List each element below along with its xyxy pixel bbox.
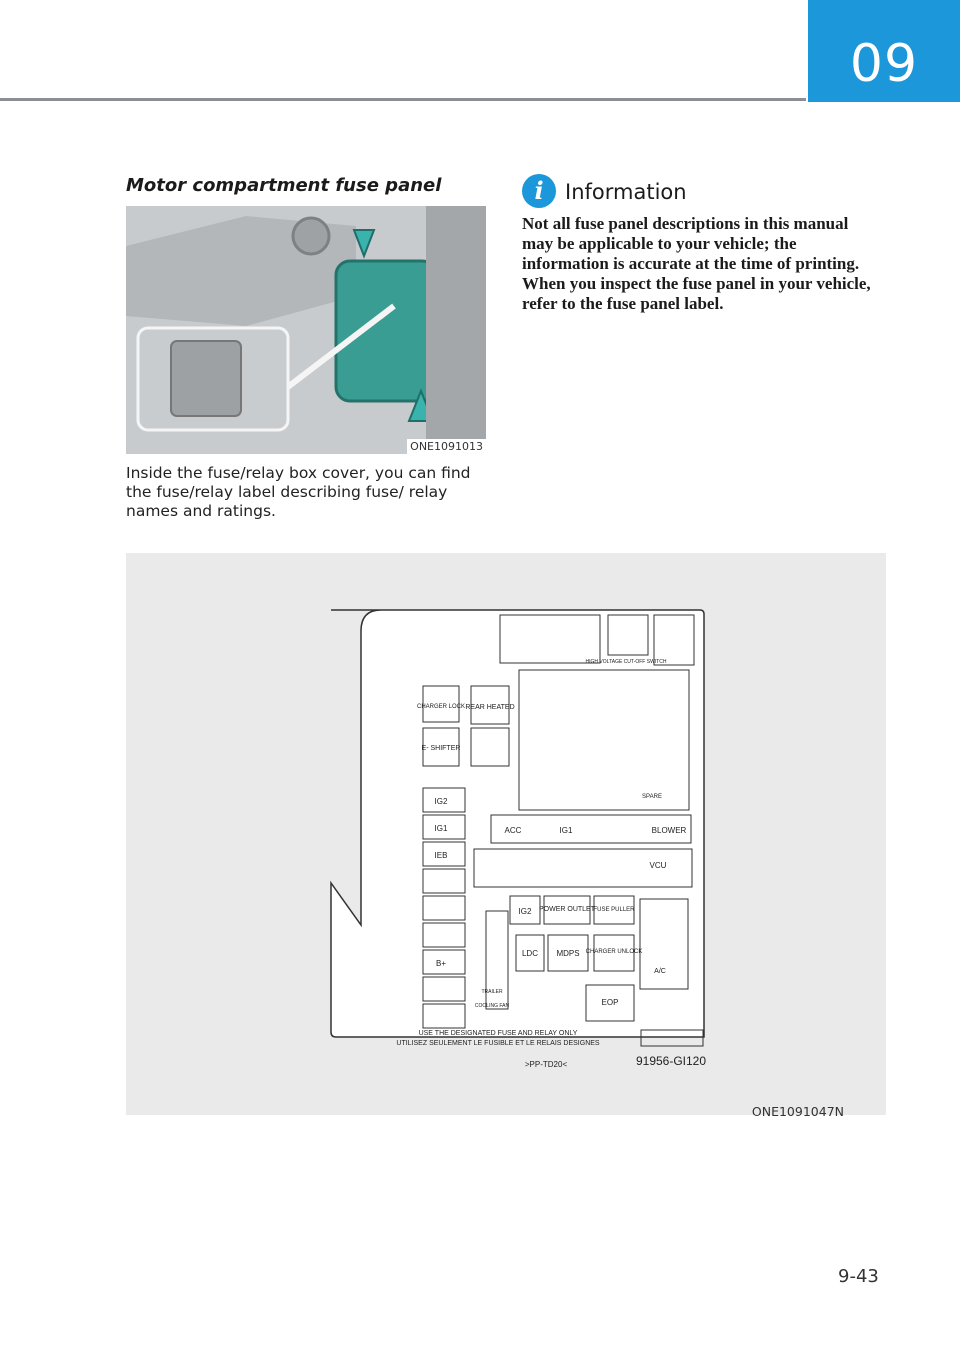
eop-label: EOP — [601, 998, 619, 1007]
photo-code: ONE1091013 — [407, 439, 486, 454]
charger-lock-label: CHARGER LOCK — [416, 704, 466, 710]
rear-heated-label: REAR HEATED — [465, 704, 515, 711]
spare-label: SPARE — [642, 794, 662, 800]
part-number: 91956-GI120 — [635, 1054, 707, 1068]
ig1-fuse-label: IG1 — [434, 824, 448, 833]
b-plus-fuse-label: B+ — [435, 959, 447, 968]
notice-english: USE THE DESIGNATED FUSE AND RELAY ONLY — [418, 1030, 578, 1037]
ig2-relay-label: IG2 — [518, 907, 532, 916]
info-text: Not all fuse panel descriptions in this manual may be applicable to your vehicle; the information is accurate at the time of printing. When you inspect the fuse panel in your vehicle, refer to the fuse panel label. — [522, 214, 871, 313]
charger-unlock-label: CHARGER UNLOCK — [585, 949, 643, 955]
cooling-fan-label: COOLING FAN — [474, 1003, 510, 1009]
hv-switch-label: HIGH VOLTAGE CUT-OFF SWITCH — [585, 659, 667, 665]
fuse-box-illustration — [126, 206, 486, 454]
power-outlet-label: POWER OUTLET — [538, 906, 596, 913]
ac-label: A/C — [654, 968, 666, 975]
mdps-label: MDPS — [556, 949, 580, 958]
vcu-label: VCU — [649, 861, 667, 870]
ieb-fuse-label: IEB — [434, 851, 448, 860]
photo-caption: Inside the fuse/relay box cover, you can find the fuse/relay label describing fuse/ relay names and ratings. — [126, 464, 471, 520]
fuse-label-svg — [126, 553, 886, 1115]
e-shifter-label: E- SHIFTER — [421, 745, 461, 752]
ldc-label: LDC — [521, 949, 539, 958]
info-icon: i — [522, 174, 556, 208]
chapter-tab: 09 — [808, 0, 960, 102]
page-number: 9-43 — [838, 1266, 879, 1287]
brand-code: >PP-TD20< — [524, 1060, 568, 1069]
fuse-label-diagram — [126, 553, 886, 1115]
info-title: Information — [565, 180, 687, 204]
acc-label: ACC — [504, 826, 522, 835]
notice-french: UTILISEZ SEULEMENT LE FUSIBLE ET LE RELAIS DESIGNES — [396, 1040, 600, 1047]
ig1-relay-label: IG1 — [559, 826, 573, 835]
header-rule — [0, 98, 806, 101]
section-title: Motor compartment fuse panel — [126, 175, 442, 196]
ig2-fuse-label: IG2 — [434, 797, 448, 806]
fuse-box-photo — [126, 206, 486, 454]
trailer-label: TRAILER — [481, 989, 503, 995]
fuse-puller-label: FUSE PULLER — [593, 907, 635, 913]
diagram-code: ONE1091047N — [751, 1104, 844, 1119]
blower-label: BLOWER — [651, 826, 687, 835]
